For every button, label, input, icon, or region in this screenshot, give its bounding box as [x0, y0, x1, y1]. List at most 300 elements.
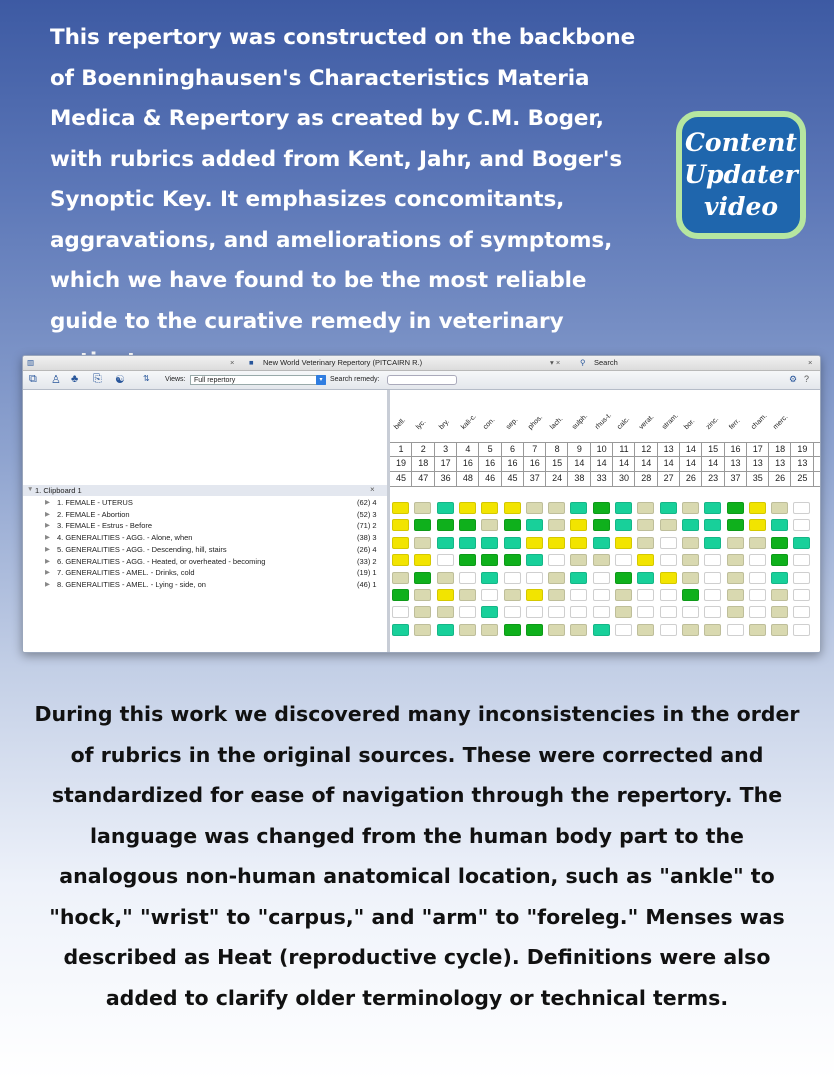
grade-cell[interactable]	[437, 572, 454, 584]
grade-cell[interactable]	[414, 519, 431, 531]
rank-number: 6	[509, 444, 515, 454]
grid-column-line	[724, 442, 725, 487]
grade-cell[interactable]	[504, 572, 521, 584]
grade-cell[interactable]	[727, 624, 744, 636]
grade-cell[interactable]	[593, 502, 610, 514]
grade-cell[interactable]	[637, 502, 654, 514]
grade-cell[interactable]	[660, 519, 677, 531]
grade-cell[interactable]	[615, 554, 632, 566]
grid-line	[390, 486, 820, 487]
grade-cell[interactable]	[459, 502, 476, 514]
grade-cell[interactable]	[749, 572, 766, 584]
grid-column-line	[590, 442, 591, 487]
grid-column-line	[790, 442, 791, 487]
rank-number: 19	[797, 444, 808, 454]
outro-paragraph: During this work we discovered many inconsistencies in the order of rubrics in the original sources. These were corrected and standardized for ease of navigation through the repertory. The language was changed from the human body part to the analogous non-human anatomical location, such as "ankle" to "hock," "wrist" to "carpus," and "arm" to "foreleg." Menses was described as Heat (reproductive cycle). Definitions were also added to clarify older terminology or technical terms.	[34, 702, 800, 1010]
grade-cell[interactable]	[481, 554, 498, 566]
rank-number: 18	[775, 444, 786, 454]
grade-cell[interactable]	[481, 572, 498, 584]
grade-cell[interactable]	[593, 624, 610, 636]
grade-cell[interactable]	[749, 589, 766, 601]
rubric-row[interactable]	[23, 567, 387, 578]
grade-cell[interactable]	[727, 572, 744, 584]
expand-triangle-icon[interactable]: ▶	[45, 534, 50, 542]
symptom-count: 14	[618, 458, 629, 468]
grade-cell[interactable]	[727, 537, 744, 549]
grade-cell[interactable]	[570, 624, 587, 636]
tab-bar	[23, 356, 820, 371]
remedy-header[interactable]: lyc.	[415, 418, 428, 431]
grade-cell[interactable]	[504, 502, 521, 514]
remedy-header[interactable]: ferr.	[727, 417, 742, 431]
grade-cell[interactable]	[637, 624, 654, 636]
grade-cell[interactable]	[771, 519, 788, 531]
grade-cell[interactable]	[682, 537, 699, 549]
grade-cell[interactable]	[504, 537, 521, 549]
symptom-count: 16	[462, 458, 473, 468]
grade-cell[interactable]	[771, 606, 788, 618]
grade-cell[interactable]	[593, 554, 610, 566]
degree-total: 26	[685, 473, 696, 483]
degree-total: 47	[418, 473, 429, 483]
grade-cell[interactable]	[704, 519, 721, 531]
grade-cell[interactable]	[793, 554, 810, 566]
grid-column-line	[768, 442, 769, 487]
grade-cell[interactable]	[749, 502, 766, 514]
expand-triangle-icon[interactable]: ▼	[27, 486, 34, 493]
grade-cell[interactable]	[704, 572, 721, 584]
remedy-header[interactable]: cham.	[749, 412, 769, 431]
grade-cell[interactable]	[615, 502, 632, 514]
grade-cell[interactable]	[548, 537, 565, 549]
grade-cell[interactable]	[548, 624, 565, 636]
grade-cell[interactable]	[682, 606, 699, 618]
degree-total: 24	[552, 473, 563, 483]
rubric-row[interactable]	[23, 556, 387, 567]
grade-cell[interactable]	[682, 554, 699, 566]
rubric-text: 6. GENERALITIES - AGG. - Heated, or overheated - becoming	[57, 556, 266, 566]
grade-cell[interactable]	[526, 624, 543, 636]
grade-cell[interactable]	[637, 589, 654, 601]
grade-cell[interactable]	[704, 554, 721, 566]
rank-number: 13	[663, 444, 674, 454]
grade-cell[interactable]	[727, 502, 744, 514]
grade-cell[interactable]	[414, 502, 431, 514]
grade-cell[interactable]	[615, 537, 632, 549]
rank-number: 4	[465, 444, 471, 454]
grade-cell[interactable]	[749, 519, 766, 531]
person-icon[interactable]: ♙	[51, 374, 61, 386]
rubric-text: 1. FEMALE - UTERUS	[57, 498, 133, 507]
grade-cell[interactable]	[459, 624, 476, 636]
remedy-header[interactable]: bor.	[682, 417, 697, 431]
grade-cell[interactable]	[481, 606, 498, 618]
remedy-header[interactable]: merc.	[772, 413, 790, 431]
windows-icon[interactable]: ⧉	[29, 373, 37, 385]
rank-number: 17	[752, 444, 763, 454]
degree-total: 33	[596, 473, 607, 483]
grid-view-icon[interactable]: ▥	[27, 358, 35, 367]
grade-cell[interactable]	[660, 572, 677, 584]
views-select[interactable]: Full repertory	[190, 375, 326, 385]
grade-cell[interactable]	[392, 519, 409, 531]
rank-number: 5	[487, 444, 493, 454]
grade-cell[interactable]	[392, 606, 409, 618]
grade-cell[interactable]	[526, 589, 543, 601]
grade-cell[interactable]	[615, 519, 632, 531]
degree-total: 35	[752, 473, 763, 483]
book-icon: ■	[249, 358, 254, 367]
rank-number: 14	[685, 444, 696, 454]
grade-cell[interactable]	[570, 606, 587, 618]
degree-total: 37	[529, 473, 540, 483]
grade-cell[interactable]	[548, 572, 565, 584]
close-pane-icon[interactable]: ×	[230, 358, 235, 367]
grade-cell[interactable]	[526, 572, 543, 584]
rubric-count: (62) 4	[357, 498, 377, 507]
repertory-tab[interactable]: New World Veterinary Repertory (PITCAIRN R.)	[263, 358, 423, 367]
symptom-count: 16	[529, 458, 540, 468]
rank-number: 16	[730, 444, 741, 454]
symptom-count: 13	[730, 458, 741, 468]
grade-cell[interactable]	[660, 606, 677, 618]
grade-cell[interactable]	[793, 502, 810, 514]
grade-cell[interactable]	[392, 537, 409, 549]
sort-icon[interactable]: ⇅	[143, 374, 150, 383]
rubric-count: (33) 2	[357, 556, 377, 566]
grade-cell[interactable]	[459, 606, 476, 618]
grade-cell[interactable]	[548, 502, 565, 514]
grade-cell[interactable]	[504, 519, 521, 531]
grade-cell[interactable]	[526, 554, 543, 566]
grade-cell[interactable]	[704, 589, 721, 601]
grade-cell[interactable]	[392, 554, 409, 566]
grade-cell[interactable]	[593, 572, 610, 584]
rubric-row[interactable]	[23, 520, 387, 531]
badge-line-2: Updater	[684, 160, 798, 189]
grade-cell[interactable]	[414, 572, 431, 584]
rank-number: 1	[398, 444, 404, 454]
grade-cell[interactable]	[526, 606, 543, 618]
grade-cell[interactable]	[526, 519, 543, 531]
symptom-count: 14	[663, 458, 674, 468]
badge-line-1: Content	[685, 128, 797, 157]
grid-column-line	[813, 442, 814, 487]
grade-cell[interactable]	[548, 589, 565, 601]
repertorisation-grid	[390, 390, 820, 652]
expand-triangle-icon[interactable]: ▶	[45, 580, 50, 588]
symptom-count: 14	[708, 458, 719, 468]
grid-column-line	[746, 442, 747, 487]
grade-cell[interactable]	[504, 624, 521, 636]
rubric-text: 7. GENERALITIES - AMEL. - Drinks, cold	[57, 568, 195, 578]
grade-cell[interactable]	[392, 502, 409, 514]
degree-total: 36	[440, 473, 451, 483]
grade-cell[interactable]	[793, 519, 810, 531]
symptom-count: 14	[596, 458, 607, 468]
help-icon[interactable]: ?	[804, 374, 810, 384]
degree-total: 38	[574, 473, 585, 483]
grade-cell[interactable]	[660, 554, 677, 566]
rubric-row[interactable]	[23, 544, 387, 555]
rubric-count: (19) 1	[357, 568, 377, 578]
grade-cell[interactable]	[771, 589, 788, 601]
grade-cell[interactable]	[637, 537, 654, 549]
remedy-header[interactable]: stram.	[660, 412, 680, 431]
expand-triangle-icon[interactable]: ▶	[45, 545, 50, 553]
rubric-count: (52) 3	[357, 509, 377, 519]
badge-line-3: video	[703, 192, 779, 221]
grade-cell[interactable]	[459, 572, 476, 584]
grade-cell[interactable]	[570, 519, 587, 531]
grade-cell[interactable]	[727, 589, 744, 601]
grid-column-line	[545, 442, 546, 487]
grade-cell[interactable]	[593, 537, 610, 549]
tab-menu-icon[interactable]: ▾ ×	[550, 358, 561, 367]
rank-number: 8	[554, 444, 560, 454]
close-search-icon[interactable]: ×	[808, 358, 813, 367]
grade-cell[interactable]	[682, 624, 699, 636]
symptom-count: 17	[440, 458, 451, 468]
grid-column-line	[634, 442, 635, 487]
grade-cell[interactable]	[793, 572, 810, 584]
grade-cell[interactable]	[793, 624, 810, 636]
remedy-header[interactable]: rhus-t.	[593, 412, 613, 431]
grade-cell[interactable]	[727, 519, 744, 531]
expand-triangle-icon[interactable]: ▶	[45, 557, 50, 565]
grade-cell[interactable]	[414, 554, 431, 566]
symptom-count: 16	[485, 458, 496, 468]
grade-cell[interactable]	[771, 572, 788, 584]
grade-cell[interactable]	[793, 589, 810, 601]
grade-cell[interactable]	[459, 519, 476, 531]
grade-cell[interactable]	[414, 589, 431, 601]
grade-cell[interactable]	[570, 572, 587, 584]
grade-cell[interactable]	[593, 589, 610, 601]
symptom-count: 18	[418, 458, 429, 468]
rubric-count: (26) 4	[357, 544, 377, 554]
grade-cell[interactable]	[771, 624, 788, 636]
grade-cell[interactable]	[504, 589, 521, 601]
grade-cell[interactable]	[660, 502, 677, 514]
gear-icon[interactable]: ⚙	[789, 374, 798, 384]
grid-column-line	[612, 442, 613, 487]
remedy-header[interactable]: lach.	[549, 415, 565, 431]
degree-total: 25	[797, 473, 808, 483]
grid-column-line	[411, 442, 412, 487]
rubric-row[interactable]	[23, 497, 387, 508]
clipboard-header[interactable]	[23, 485, 387, 496]
clipboard-label: 1. Clipboard 1	[35, 486, 82, 495]
remedy-header[interactable]: bry.	[437, 418, 451, 431]
grade-cell[interactable]	[637, 554, 654, 566]
grade-cell[interactable]	[660, 537, 677, 549]
grade-cell[interactable]	[637, 572, 654, 584]
grade-cell[interactable]	[660, 624, 677, 636]
search-remedy-input[interactable]	[387, 375, 457, 385]
close-clipboard-icon[interactable]: ×	[370, 485, 375, 494]
grade-cell[interactable]	[682, 519, 699, 531]
grade-cell[interactable]	[749, 554, 766, 566]
remedy-header[interactable]: sep.	[504, 416, 519, 431]
grade-cell[interactable]	[615, 624, 632, 636]
grade-cell[interactable]	[548, 606, 565, 618]
grade-cell[interactable]	[682, 572, 699, 584]
symptom-count: 13	[752, 458, 763, 468]
grade-cell[interactable]	[793, 537, 810, 549]
rubric-count: (71) 2	[357, 521, 377, 531]
grade-cell[interactable]	[593, 606, 610, 618]
grade-cell[interactable]	[481, 502, 498, 514]
grade-cell[interactable]	[637, 519, 654, 531]
grade-cell[interactable]	[481, 624, 498, 636]
select-arrow-icon[interactable]: ▾	[316, 375, 326, 385]
rubric-text: 2. FEMALE - Abortion	[57, 509, 130, 519]
degree-total: 37	[730, 473, 741, 483]
grade-cell[interactable]	[570, 554, 587, 566]
grade-cell[interactable]	[704, 502, 721, 514]
remedy-header[interactable]: zinc.	[705, 415, 721, 431]
tree-icon[interactable]: ♣	[71, 373, 79, 385]
grid-column-line	[501, 442, 502, 487]
yinyang-icon[interactable]: ☯	[115, 374, 125, 386]
symptom-count: 13	[797, 458, 808, 468]
rubric-count: (46) 1	[357, 579, 377, 589]
grade-cell[interactable]	[526, 537, 543, 549]
remedy-header[interactable]: kali-c.	[459, 413, 478, 431]
remedy-header[interactable]: bell.	[393, 416, 408, 431]
symptom-count: 15	[552, 458, 563, 468]
grid-column-line	[523, 442, 524, 487]
grid-column-line	[567, 442, 568, 487]
grade-cell[interactable]	[437, 554, 454, 566]
views-label: Views:	[165, 376, 186, 383]
rubric-row[interactable]	[23, 532, 387, 543]
rank-number: 12	[641, 444, 652, 454]
grade-cell[interactable]	[570, 537, 587, 549]
grade-cell[interactable]	[771, 537, 788, 549]
grade-cell[interactable]	[749, 606, 766, 618]
grade-cell[interactable]	[437, 537, 454, 549]
grade-cell[interactable]	[414, 537, 431, 549]
grade-cell[interactable]	[548, 519, 565, 531]
grade-cell[interactable]	[727, 554, 744, 566]
grid-column-line	[456, 442, 457, 487]
grade-cell[interactable]	[459, 589, 476, 601]
remedy-header[interactable]: phos.	[526, 413, 544, 431]
rank-number: 3	[443, 444, 449, 454]
rank-number: 11	[619, 444, 629, 454]
intro-paragraph: This repertory was constructed on the backbone of Boenninghausen's Characteristics Materia Medica & Repertory as created by C.M. Boger, with rubrics added from Kent, Jahr, and Boger's Synoptic Key. It emphasizes concomitants, aggravations, and ameliorations of symptoms, which we have found to be the most reliable guide to the curative remedy in veterinary	[50, 25, 636, 334]
expand-triangle-icon[interactable]: ▶	[45, 569, 50, 577]
grade-cell[interactable]	[437, 502, 454, 514]
degree-total: 27	[663, 473, 674, 483]
symptom-count: 13	[775, 458, 786, 468]
symptom-count: 14	[641, 458, 652, 468]
grade-cell[interactable]	[392, 589, 409, 601]
copy-icon[interactable]: ⎘	[93, 373, 102, 385]
grade-cell[interactable]	[392, 572, 409, 584]
grade-cell[interactable]	[682, 502, 699, 514]
grade-cell[interactable]	[414, 606, 431, 618]
grade-cell[interactable]	[526, 502, 543, 514]
toolbar	[23, 371, 820, 390]
grade-cell[interactable]	[660, 589, 677, 601]
degree-total: 23	[708, 473, 719, 483]
grade-cell[interactable]	[615, 589, 632, 601]
symptom-count: 14	[685, 458, 696, 468]
grade-cell[interactable]	[570, 589, 587, 601]
grade-cell[interactable]	[481, 519, 498, 531]
grade-cell[interactable]	[504, 606, 521, 618]
grade-cell[interactable]	[548, 554, 565, 566]
grade-cell[interactable]	[392, 624, 409, 636]
expand-triangle-icon[interactable]: ▶	[45, 499, 50, 506]
degree-total: 28	[641, 473, 652, 483]
grade-cell[interactable]	[771, 502, 788, 514]
grade-cell[interactable]	[437, 606, 454, 618]
grade-cell[interactable]	[704, 537, 721, 549]
grade-cell[interactable]	[593, 519, 610, 531]
remedy-header[interactable]: con.	[482, 416, 497, 431]
grade-cell[interactable]	[704, 606, 721, 618]
symptom-count: 19	[395, 458, 406, 468]
grade-cell[interactable]	[615, 572, 632, 584]
symptom-count: 16	[507, 458, 518, 468]
grade-cell[interactable]	[793, 606, 810, 618]
grade-cell[interactable]	[704, 624, 721, 636]
grade-cell[interactable]	[637, 606, 654, 618]
remedy-header[interactable]: verat.	[638, 413, 656, 431]
expand-triangle-icon[interactable]: ▶	[45, 522, 50, 530]
remedy-header[interactable]: calc.	[616, 415, 632, 431]
rank-number: 2	[420, 444, 426, 454]
grade-cell[interactable]	[682, 589, 699, 601]
grade-cell[interactable]	[437, 624, 454, 636]
repertory-window	[22, 355, 821, 653]
symptom-count: 14	[574, 458, 585, 468]
rank-number: 15	[708, 444, 719, 454]
grade-cell[interactable]	[481, 589, 498, 601]
rank-number: 10	[596, 444, 607, 454]
content-updater-video-button[interactable]	[676, 111, 806, 239]
degree-total: 48	[462, 473, 473, 483]
rubric-row[interactable]	[23, 509, 387, 520]
remedy-header[interactable]: sulph.	[571, 412, 590, 431]
rubric-text: 5. GENERALITIES - AGG. - Descending, hill, stairs	[57, 544, 227, 554]
grade-cell[interactable]	[727, 606, 744, 618]
grade-cell[interactable]	[570, 502, 587, 514]
grid-column-line	[679, 442, 680, 487]
grade-cell[interactable]	[749, 537, 766, 549]
degree-total: 26	[775, 473, 786, 483]
search-tab[interactable]: Search	[594, 358, 618, 367]
rubric-row[interactable]	[23, 579, 387, 590]
grade-cell[interactable]	[615, 606, 632, 618]
grade-cell[interactable]	[437, 519, 454, 531]
grade-cell[interactable]	[459, 554, 476, 566]
rubric-text: 4. GENERALITIES - AGG. - Alone, when	[57, 533, 193, 543]
expand-triangle-icon[interactable]: ▶	[45, 510, 50, 518]
grade-cell[interactable]	[437, 589, 454, 601]
grade-cell[interactable]	[481, 537, 498, 549]
grade-cell[interactable]	[771, 554, 788, 566]
grade-cell[interactable]	[459, 537, 476, 549]
grade-cell[interactable]	[504, 554, 521, 566]
grid-column-line	[701, 442, 702, 487]
grade-cell[interactable]	[749, 624, 766, 636]
grade-cell[interactable]	[414, 624, 431, 636]
